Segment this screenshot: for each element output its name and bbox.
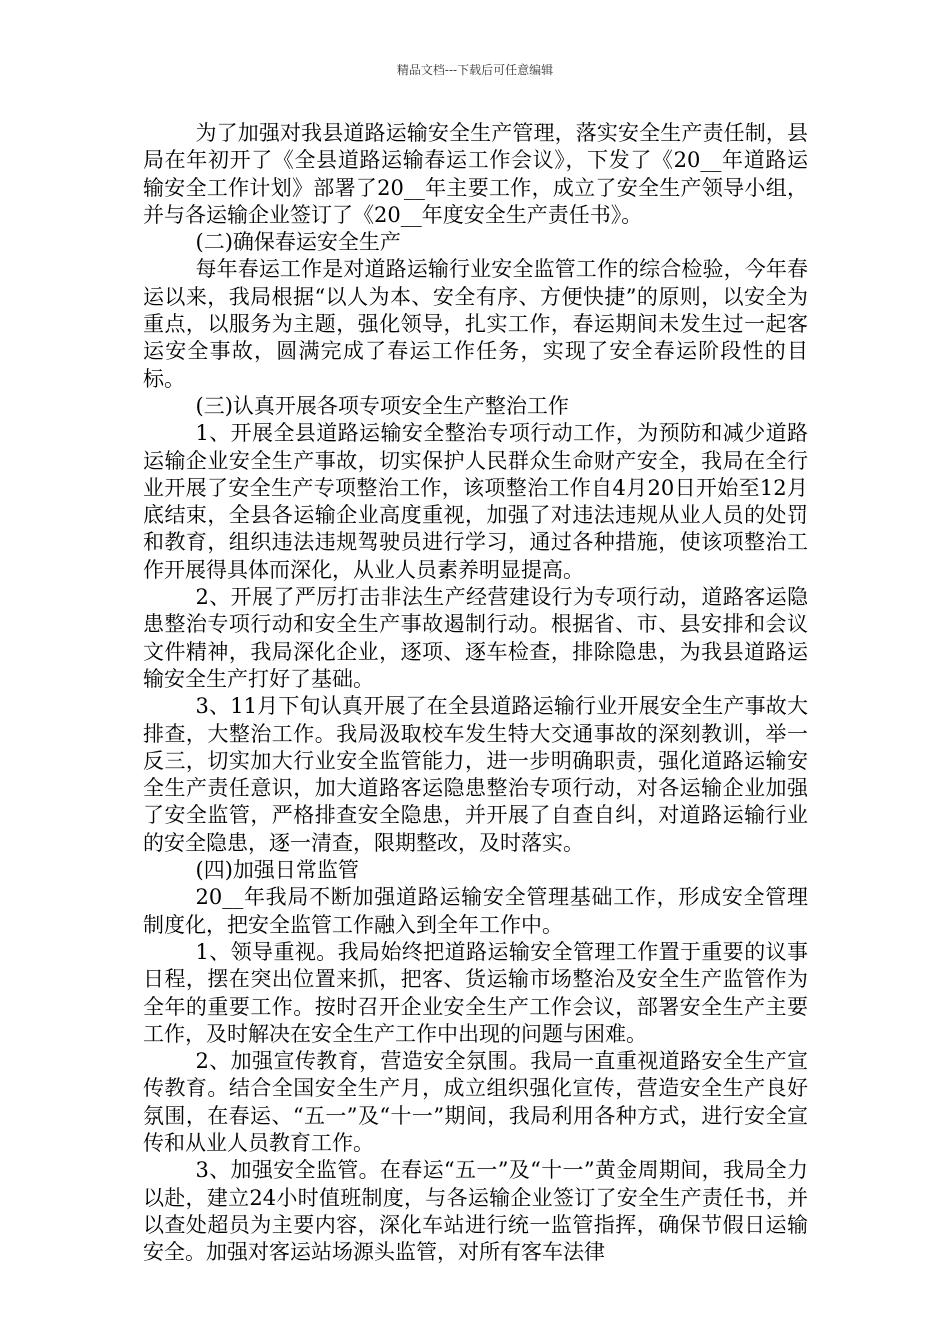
section-heading-3: (三)认真开展各项专项安全生产整治工作 [195, 393, 569, 418]
document-body [143, 120, 808, 1266]
paragraph-leadership: 1、领导重视。我局始终把道路运输安全管理工作置于重要的议事日程，摆在突出位置来抓，把客、货运输市场整治及安全生产监管作为全年的重要工作。按时召开企业安全生产工作会议，部署安全生产主要工作，及时解决在安全生产工作中出现的问题与困难。 [143, 939, 808, 1046]
paragraph-education: 2、加强宣传教育，营造安全氛围。我局一直重视道路安全生产宣传教育。结合全国安全生产月，成立组织强化宣传，营造安全生产良好氛围，在春运、“五一”及“十一”期间，我局利用各种方式，进行安全宣传和从业人员教育工作。 [143, 1049, 808, 1155]
paragraph-intro: 为了加强对我县道路运输安全生产管理，落实安全生产责任制，县局在年初开了《全县道路运输春运工作会议》，下发了《20__年道路运输安全工作计划》部署了20__年主要工作，成立了安全生产领导小组，并与各运输企业签订了《20__年度安全生产责任书》。 [143, 121, 808, 227]
paragraph-spring-transport: 每年春运工作是对道路运输行业安全监管工作的综合检验，今年春运以来，我局根据“以人为本、安全有序、方便快捷”的原则，以安全为重点，以服务为主题，强化领导，扎实工作，春运期间未发生过一起客运安全事故，圆满完成了春运工作任务，实现了安全春运阶段性的目标。 [143, 257, 808, 391]
paragraph-safety-supervision: 3、加强安全监管。在春运“五一”及“十一”黄金周期间，我局全力以赴，建立24小时值班制度，与各运输企业签订了安全生产责任书，并以查处超员为主要内容，深化车站进行统一监管指挥，确保节假日运输安全。加强对客运站场源头监管，对所有客车法律 [143, 1158, 808, 1265]
paragraph-item-1: 1、开展全县道路运输安全整治专项行动工作，为预防和减少道路运输企业安全生产事故，切实保护人民群众生命财产安全，我局在全行业开展了安全生产专项整治工作，该项整治工作自4月20日开始至12月底结束，全县各运输企业高度重视，加强了对违法违规从业人员的处罚和教育，组织违法违规驾驶员进行学习，通过各种措施，使该项整治工作开展得具体而深化，从业人员素养明显提高。 [143, 421, 808, 582]
page-header: 精品文档---下载后可任意编辑 [396, 63, 554, 77]
section-heading-4: (四)加强日常监管 [195, 858, 359, 883]
paragraph-item-2: 2、开展了严厉打击非法生产经营建设行为专项行动，道路客运隐患整治专项行动和安全生产事故遏制行动。根据省、市、县安排和会议文件精神，我局深化企业，逐项、逐车检查，排除隐患，为我县道路运输安全生产打好了基础。 [143, 585, 808, 691]
paragraph-item-3: 3、11月下旬认真开展了在全县道路运输行业开展安全生产事故大排查，大整治工作。我局汲取校车发生特大交通事故的深刻教训，举一反三，切实加大行业安全监管能力，进一步明确职责，强化道路运输安全生产责任意识，加大道路客运隐患整治专项行动，对各运输企业加强了安全监管，严格排查安全隐患，并开展了自查自纠，对道路运输行业的安全隐患，逐一清查，限期整改，及时落实。 [143, 694, 808, 855]
paragraph-daily-supervision: 20__年我局不断加强道路运输安全管理基础工作，形成安全管理制度化，把安全监管工作融入到全年工作中。 [143, 885, 808, 937]
section-heading-2: (二)确保春运安全生产 [195, 230, 401, 255]
